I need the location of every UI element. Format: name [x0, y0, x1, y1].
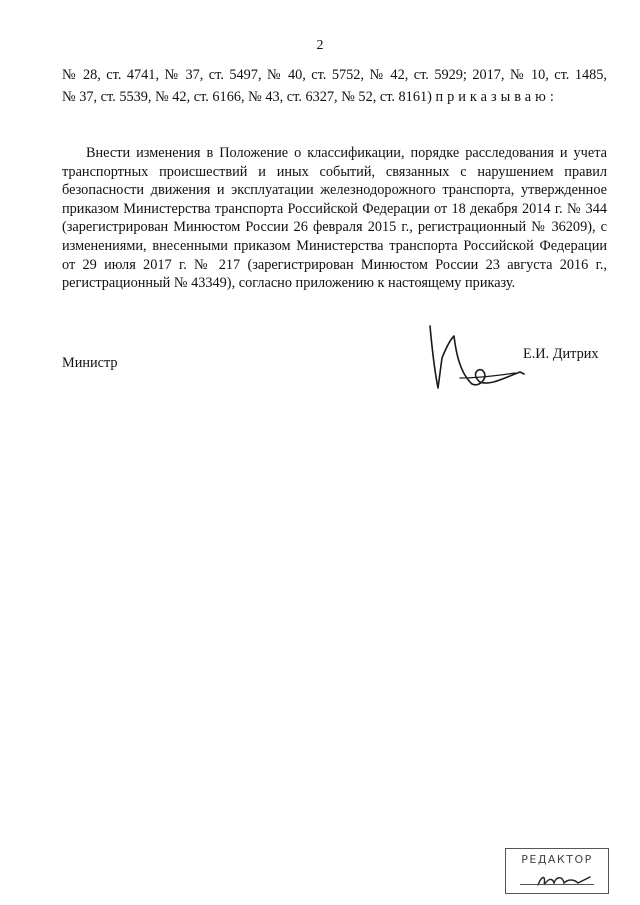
handwritten-signature	[420, 318, 530, 393]
editor-stamp	[505, 848, 609, 894]
stamp-label: РЕДАКТОР	[521, 853, 593, 866]
intro-line-2	[62, 86, 607, 108]
signer-title: Министр	[62, 355, 118, 371]
stamp-initials-signature	[534, 869, 594, 891]
signer-name: Е.И. Дитрих	[523, 346, 599, 362]
page-number: 2	[316, 38, 324, 53]
stamp-underline	[520, 884, 594, 885]
main-paragraph: Внести изменения в Положение о классификации, порядке расследования и учета транспортных происшествий и иных событий, связанных с нарушением правил безопасности движения и эксплуатации железнодорожного транспорта, утвержденное приказом Министерства транспорта Российской Федерации от 18 декабря 2014 г. № 344 (зарегистрирован Минюстом России 26 февраля 2015 г., регистрационный № 36209), с изменениями, внесенными приказом Министерства транспорта Российской Федерации от 29 июля 2017 г. № 217 (зарегистрирован Минюстом России 23 августа 2016 г., регистрационный № 43349), согласно приложению к настоящему приказу.	[62, 145, 607, 292]
intro-line-1: № 28, ст. 4741, № 37, ст. 5497, № 40, ст. 5752, № 42, ст. 5929; 2017, № 10, ст. 1485,	[62, 67, 607, 83]
intro-text	[62, 64, 607, 108]
intro-line-2-prefix: № 37, ст. 5539, № 42, ст. 6166, № 43, ст. 6327, № 52, ст. 8161)	[62, 89, 432, 105]
order-word: приказываю:	[435, 89, 558, 105]
